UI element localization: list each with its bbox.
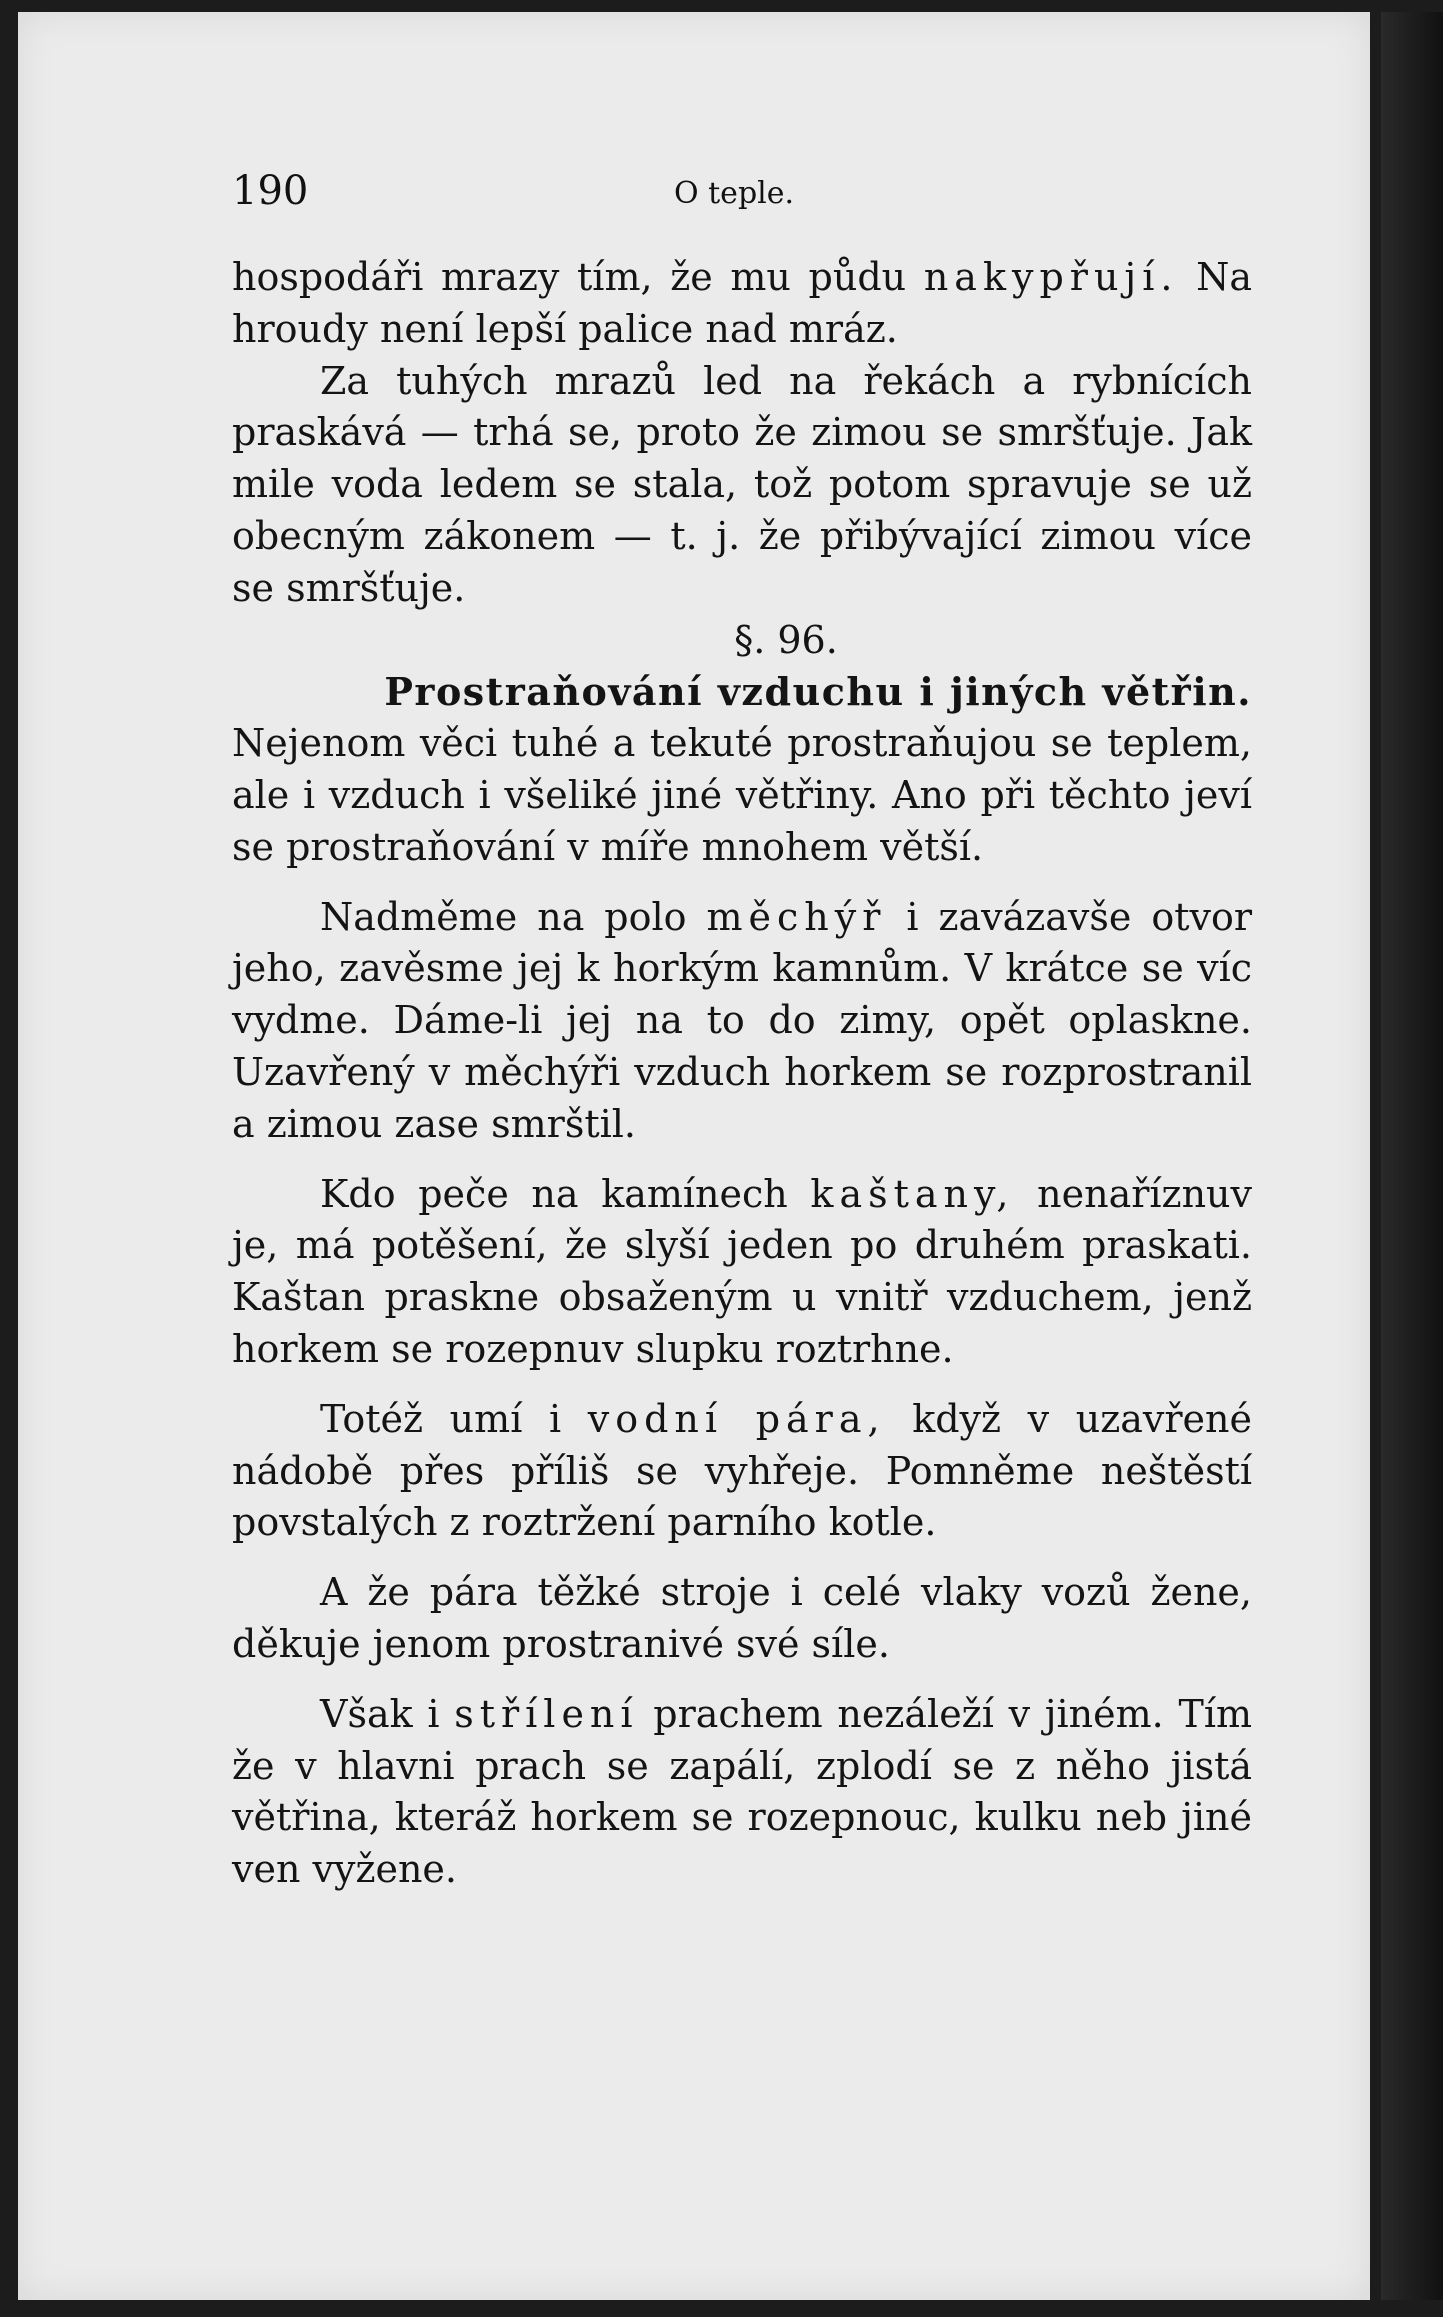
- spaced-term: vodní pára,: [587, 1396, 886, 1441]
- paragraph-5: [232, 1169, 1252, 1376]
- paragraph-3: Nejenom věci tuhé a tekuté prostraňujou se teplem, ale i vzduch i všeliké jiné větřiny. Ano při těchto jeví se prostraňování v míře mnohem větší.: [232, 721, 1252, 869]
- spaced-term: měchýř: [706, 894, 887, 939]
- text-run: Totéž umí i: [320, 1396, 588, 1441]
- text-run: Na hroudy není lepší palice nad mráz.: [232, 255, 1253, 351]
- spaced-term: střílení: [454, 1691, 639, 1736]
- paragraph-6: [232, 1394, 1252, 1549]
- section-number: §. 96.: [734, 617, 838, 662]
- text-run: hospodáři mrazy tím, že mu půdu: [232, 255, 924, 299]
- text-run: i zavázavše otvor jeho, zavěsme jej k horkým kamnům. V krátce se víc vydme. Dáme-li jej na to do zimy, opět oplaskne. Uzavřený v měchýři vzduch horkem se rozprostranil a zimou zase smrštil.: [232, 894, 1252, 1146]
- text-run: Nadměme na polo: [320, 894, 707, 939]
- page-number: 190: [232, 168, 309, 214]
- text-run: Však i: [320, 1691, 455, 1736]
- page-header: [232, 168, 1252, 218]
- text-run: když v uzavřené nádobě přes příliš se vyhřeje. Pomněme neštěstí povstalých z roztržení parního kotle.: [232, 1396, 1253, 1545]
- text-run: prachem nezáleží v jiném. Tím že v hlavni prach se zapálí, zplodí se z něho jistá větřina, kteráž horkem se rozepnouc, kulku neb jiné ven vyžene.: [232, 1691, 1253, 1892]
- section-title: Prostraňování vzduchu i jiných větřin.: [384, 669, 1252, 715]
- spaced-term: nakypřují.: [923, 255, 1179, 299]
- paragraph-8: [232, 1689, 1252, 1896]
- book-binding-edge: [1381, 12, 1443, 2300]
- paragraph-4: [232, 892, 1252, 1151]
- spaced-term: kaštany,: [810, 1171, 1015, 1216]
- running-head: O teple.: [674, 176, 795, 211]
- text-run: nenaříznuv je, má potěšení, že slyší jeden po druhém praskati. Kaštan praskne obsaženým u vnitř vzduchem, jenž horkem se rozepnuv slupku roztrhne.: [232, 1171, 1252, 1371]
- paragraph-7: A že pára těžké stroje i celé vlaky vozů žene, děkuje jenom prostranivé své síle.: [232, 1570, 1252, 1666]
- body-text: [232, 252, 1252, 1896]
- text-run: Kdo peče na kamínech: [320, 1171, 811, 1216]
- paragraph-2: Za tuhých mrazů led na řekách a rybnících praskává — trhá se, proto že zimou se smršťuje. Jak mile voda ledem se stala, tož potom spravuje se už obecným zákonem — t. j. že přibývající zimou více se smršťuje.: [232, 358, 1252, 610]
- paragraph-1: [232, 252, 1252, 356]
